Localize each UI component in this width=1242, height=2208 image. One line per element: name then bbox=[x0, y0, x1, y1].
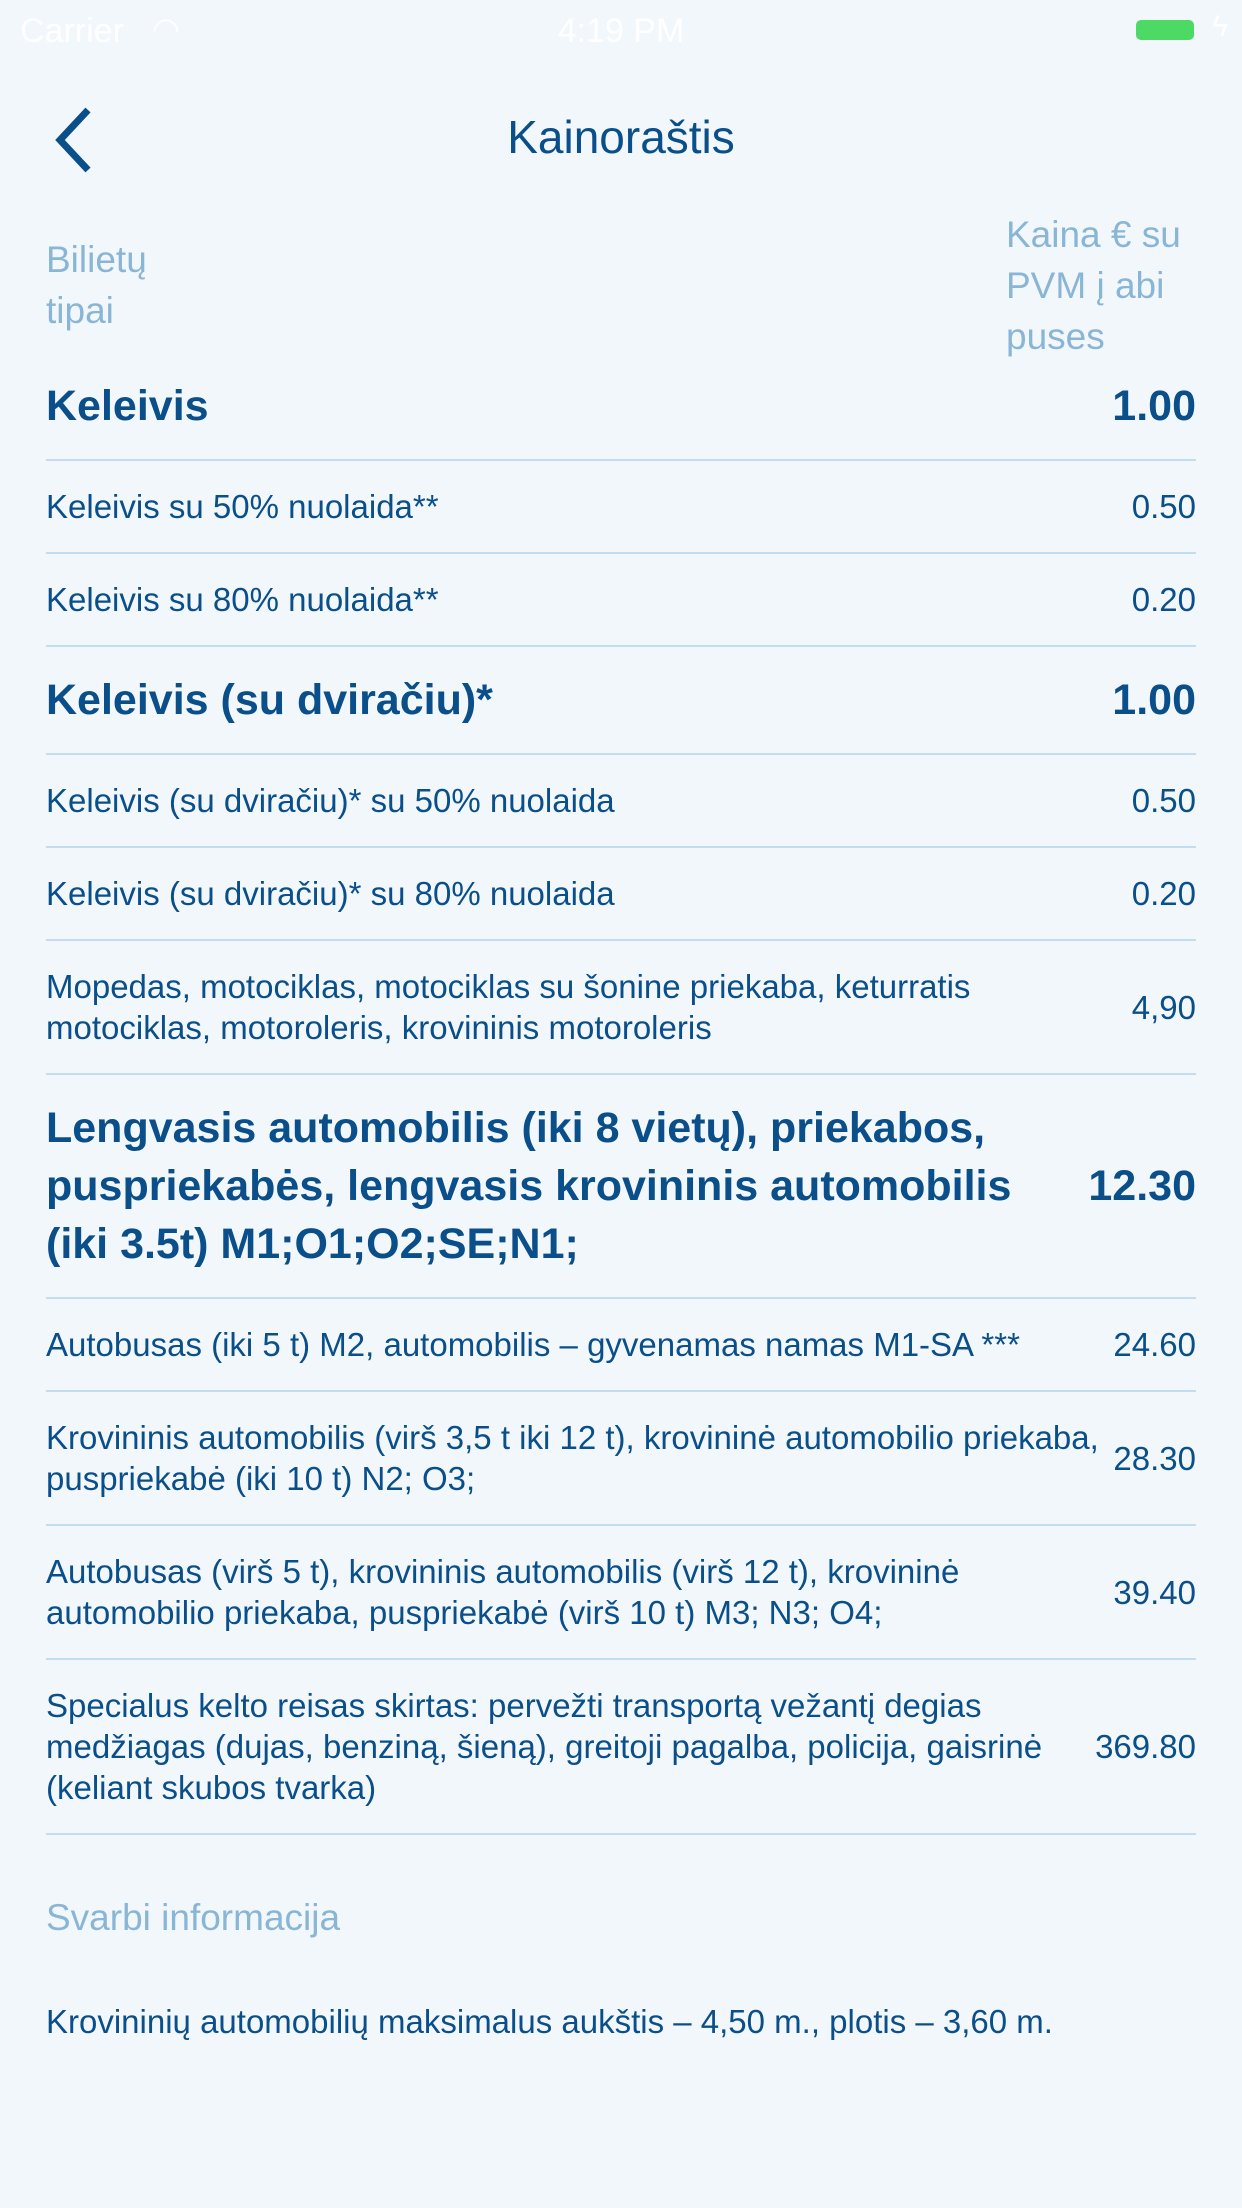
ticket-type: Keleivis su 80% nuolaida** bbox=[46, 581, 439, 618]
table-row bbox=[46, 461, 1196, 554]
table-row bbox=[46, 941, 1196, 1075]
ticket-type: Krovininis automobilis (virš 3,5 t iki 12 t), krovininė automobilio priekaba, puspriekabė (iki 10 t) N2; O3; bbox=[46, 1419, 1099, 1497]
ticket-price: 369.80 bbox=[1095, 1728, 1196, 1765]
ticket-price: 12.30 bbox=[1088, 1162, 1196, 1210]
table-row bbox=[46, 554, 1196, 647]
ticket-price: 0.50 bbox=[1131, 488, 1196, 525]
ticket-type: Keleivis (su dviračiu)* su 80% nuolaida bbox=[46, 875, 615, 912]
ticket-type: Keleivis bbox=[46, 382, 209, 430]
carrier-label: Carrier bbox=[20, 12, 124, 50]
ticket-type: Keleivis su 50% nuolaida** bbox=[46, 488, 439, 525]
table-row bbox=[46, 1075, 1196, 1299]
ticket-type: Mopedas, motociklas, motociklas su šonine priekaba, keturratis motociklas, motoroleris, krovininis motoroleris bbox=[46, 968, 971, 1046]
ticket-price: 39.40 bbox=[1113, 1573, 1196, 1611]
table-row bbox=[46, 1392, 1196, 1526]
table-header bbox=[46, 211, 1196, 359]
ticket-price: 0.20 bbox=[1131, 581, 1196, 618]
ticket-type: Autobusas (iki 5 t) M2, automobilis – gyvenamas namas M1-SA *** bbox=[46, 1326, 1020, 1363]
header-price: Kaina € su PVM į abi puses bbox=[1006, 213, 1181, 357]
status-time: 4:19 PM bbox=[557, 12, 685, 50]
charging-icon: ϟ bbox=[1212, 10, 1228, 43]
ticket-type: Autobusas (virš 5 t), krovininis automobilis (virš 12 t), krovininė automobilio priekaba, puspriekabė (virš 10 t) M3; N3; O4; bbox=[46, 1553, 960, 1631]
table-row bbox=[46, 359, 1196, 461]
ticket-price: 1.00 bbox=[1112, 382, 1196, 430]
ticket-type: Specialus kelto reisas skirtas: pervežti transportą vežantį degias medžiagas (dujas, benziną, šieną), greitoji pagalba, policija, gaisrinė (keliant skubos tvarka) bbox=[46, 1687, 1043, 1806]
battery-icon bbox=[1136, 20, 1194, 40]
wifi-icon: ◠ bbox=[152, 11, 180, 47]
ticket-price: 4,90 bbox=[1131, 988, 1196, 1026]
table-row bbox=[46, 1660, 1196, 1835]
table-row bbox=[46, 1299, 1196, 1392]
header-ticket-types: Bilietų tipai bbox=[46, 239, 147, 331]
ticket-price: 24.60 bbox=[1113, 1326, 1196, 1363]
navigation-bar bbox=[0, 90, 1242, 186]
ticket-price: 0.20 bbox=[1131, 875, 1196, 912]
table-row bbox=[46, 755, 1196, 848]
table-row bbox=[46, 1526, 1196, 1660]
price-table bbox=[46, 211, 1196, 2043]
status-bar bbox=[0, 0, 1242, 60]
page-title: Kainoraštis bbox=[507, 111, 735, 163]
table-row bbox=[46, 647, 1196, 755]
ticket-price: 1.00 bbox=[1112, 676, 1196, 724]
ticket-price: 0.50 bbox=[1131, 782, 1196, 819]
info-title: Svarbi informacija bbox=[46, 1897, 341, 1938]
ticket-type: Lengvasis automobilis (iki 8 vietų), priekabos, puspriekabės, lengvasis krovininis automobilis (iki 3.5t) M1;O1;O2;SE;N1; bbox=[46, 1104, 1012, 1268]
ticket-type: Keleivis (su dviračiu)* su 50% nuolaida bbox=[46, 782, 615, 819]
ticket-price: 28.30 bbox=[1113, 1439, 1196, 1477]
ticket-type: Keleivis (su dviračiu)* bbox=[46, 676, 493, 724]
info-text: Krovininių automobilių maksimalus aukštis – 4,50 m., plotis – 3,60 m. bbox=[46, 2003, 1053, 2040]
table-row bbox=[46, 848, 1196, 941]
